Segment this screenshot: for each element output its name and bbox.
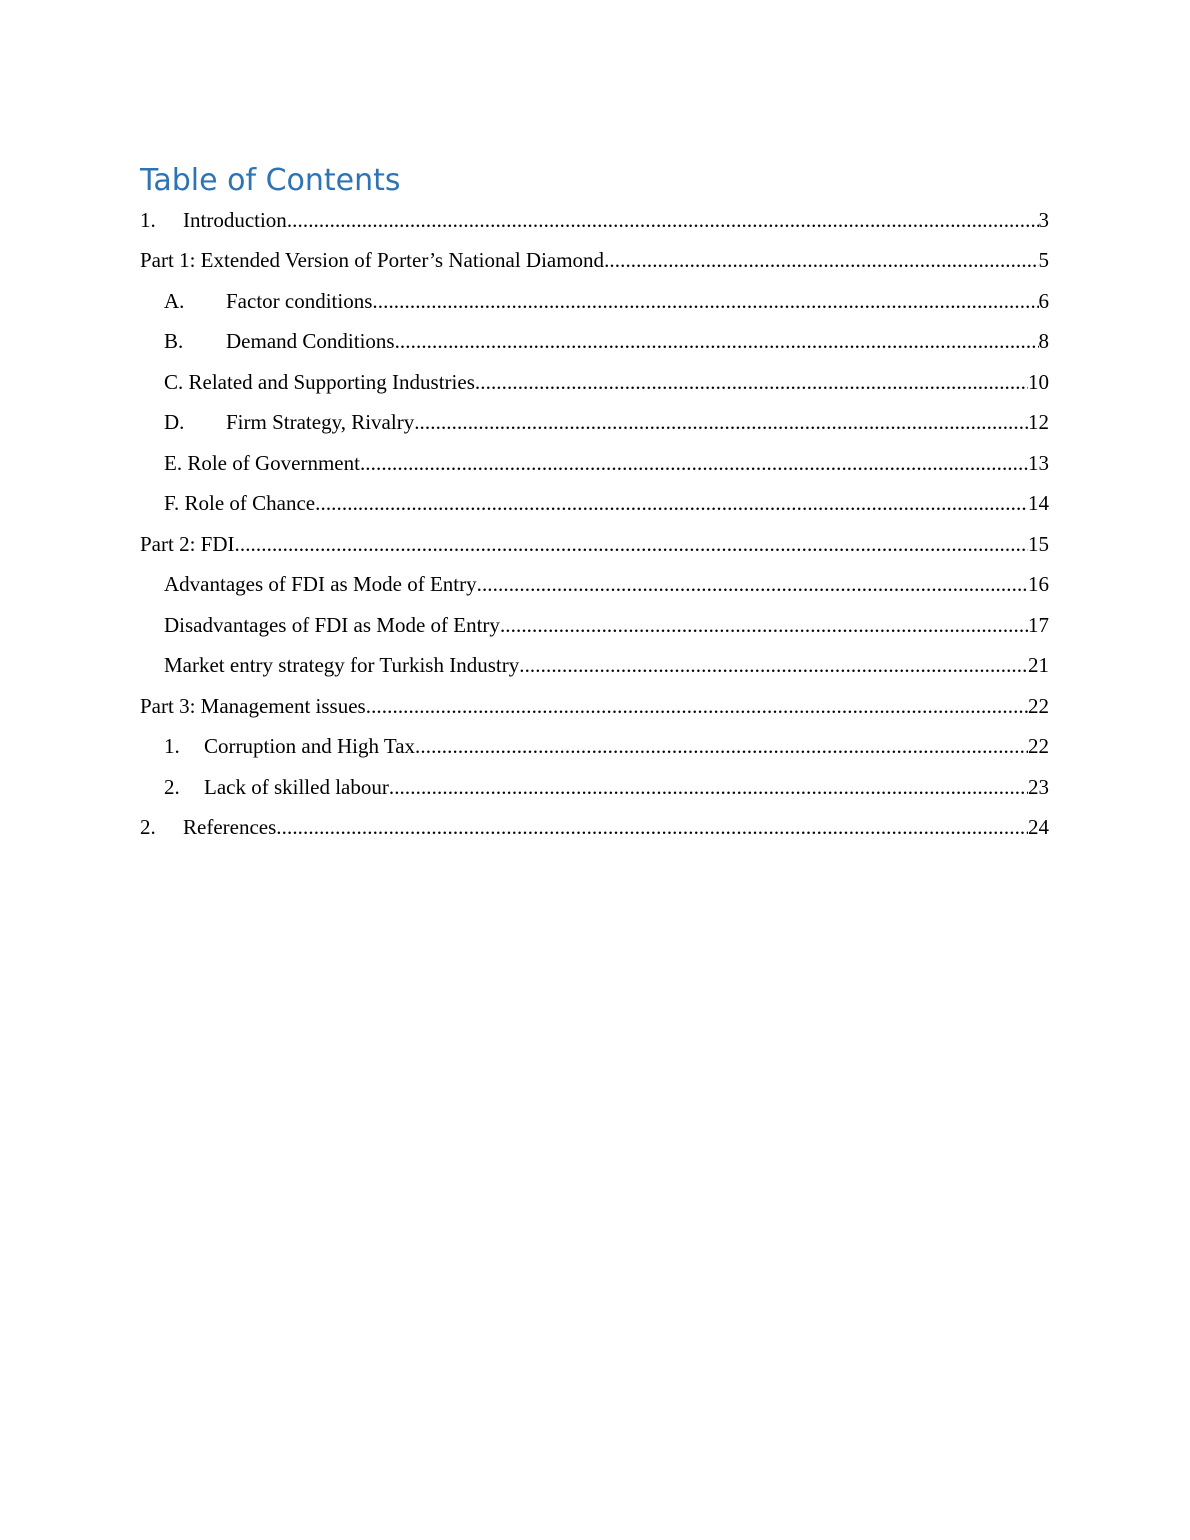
toc-dot-leader [360,450,1028,476]
toc-dot-leader [500,612,1028,638]
toc-entry-title: Part 1: Extended Version of Porter’s National Diamond [140,248,605,272]
toc-entry[interactable] [140,805,1049,846]
toc-entry-title: E. Role of Government [164,450,360,475]
toc-dot-leader [604,247,1038,273]
toc-dot-leader [414,409,1028,435]
toc-entry[interactable] [140,521,1049,562]
toc-dot-leader [366,693,1028,719]
toc-entry-title: Factor conditions [226,288,373,313]
toc-entry-number: 2. [140,815,156,839]
toc-page-number: 13 [1028,450,1049,475]
toc-entry-title: Firm Strategy, Rivalry [226,410,415,434]
toc-page-number: 14 [1028,491,1049,515]
toc-entry-title: Disadvantages of FDI as Mode of Entry [164,612,500,637]
toc-heading: Table of Contents [140,163,401,198]
toc-page-number: 24 [1028,815,1049,839]
toc-entry-number: 1. [140,207,156,232]
toc-dot-leader [415,733,1028,759]
toc-entry[interactable] [140,602,1049,643]
toc-entry-number: 2. [164,774,180,799]
toc-dot-leader [276,814,1028,840]
toc-entry[interactable] [140,197,1049,238]
toc-entry[interactable] [140,400,1049,441]
toc-dot-leader [519,652,1028,678]
toc-dot-leader [287,207,1039,233]
toc-dot-leader [395,328,1039,354]
toc-dot-leader [477,571,1028,597]
toc-entry-title: Corruption and High Tax [204,734,416,758]
toc-entry[interactable] [140,724,1049,765]
toc-page-number: 3 [1038,207,1049,232]
toc-page-number: 23 [1028,774,1049,799]
toc-entry[interactable] [140,238,1049,279]
toc-entry[interactable] [140,764,1049,805]
toc-page-number: 8 [1038,329,1049,353]
toc-page-number: 12 [1028,410,1049,434]
toc-entry[interactable] [140,319,1049,360]
toc-page-number: 21 [1028,653,1049,677]
toc-entry[interactable] [140,481,1049,522]
toc-entry[interactable] [140,440,1049,481]
toc-page-number: 17 [1028,612,1049,637]
toc-entry[interactable] [140,278,1049,319]
toc-entry-title: Advantages of FDI as Mode of Entry [164,572,477,596]
toc-entry-title: Introduction [183,207,287,232]
toc-entry[interactable] [140,359,1049,400]
toc-entry-title: References [183,815,277,839]
toc-entry[interactable] [140,683,1049,724]
toc-page-number: 16 [1028,572,1049,596]
toc-dot-leader [315,490,1028,516]
toc-entry[interactable] [140,643,1049,684]
toc-entry-number: D. [164,410,185,434]
toc-entry-number: A. [164,288,185,313]
toc-page-number: 22 [1028,693,1049,718]
toc-entry-title: F. Role of Chance [164,491,316,515]
toc-entry-title: Part 2: FDI [140,531,235,556]
toc-list [140,197,1049,845]
toc-page-number: 10 [1028,369,1049,394]
toc-page-number: 6 [1038,288,1049,313]
toc-entry-title: Market entry strategy for Turkish Industry [164,653,520,677]
toc-entry-number: 1. [164,734,180,758]
toc-entry-number: B. [164,329,184,353]
toc-dot-leader [235,531,1029,557]
toc-dot-leader [475,369,1028,395]
toc-entry[interactable] [140,562,1049,603]
toc-entry-title: C. Related and Supporting Industries [164,369,475,394]
toc-page-number: 15 [1028,531,1049,556]
toc-page-number: 22 [1028,734,1049,758]
toc-dot-leader [372,288,1038,314]
toc-entry-title: Lack of skilled labour [204,774,389,799]
toc-entry-title: Part 3: Management issues [140,693,366,718]
toc-page-number: 5 [1038,248,1049,272]
toc-dot-leader [389,774,1028,800]
toc-entry-title: Demand Conditions [226,329,395,353]
